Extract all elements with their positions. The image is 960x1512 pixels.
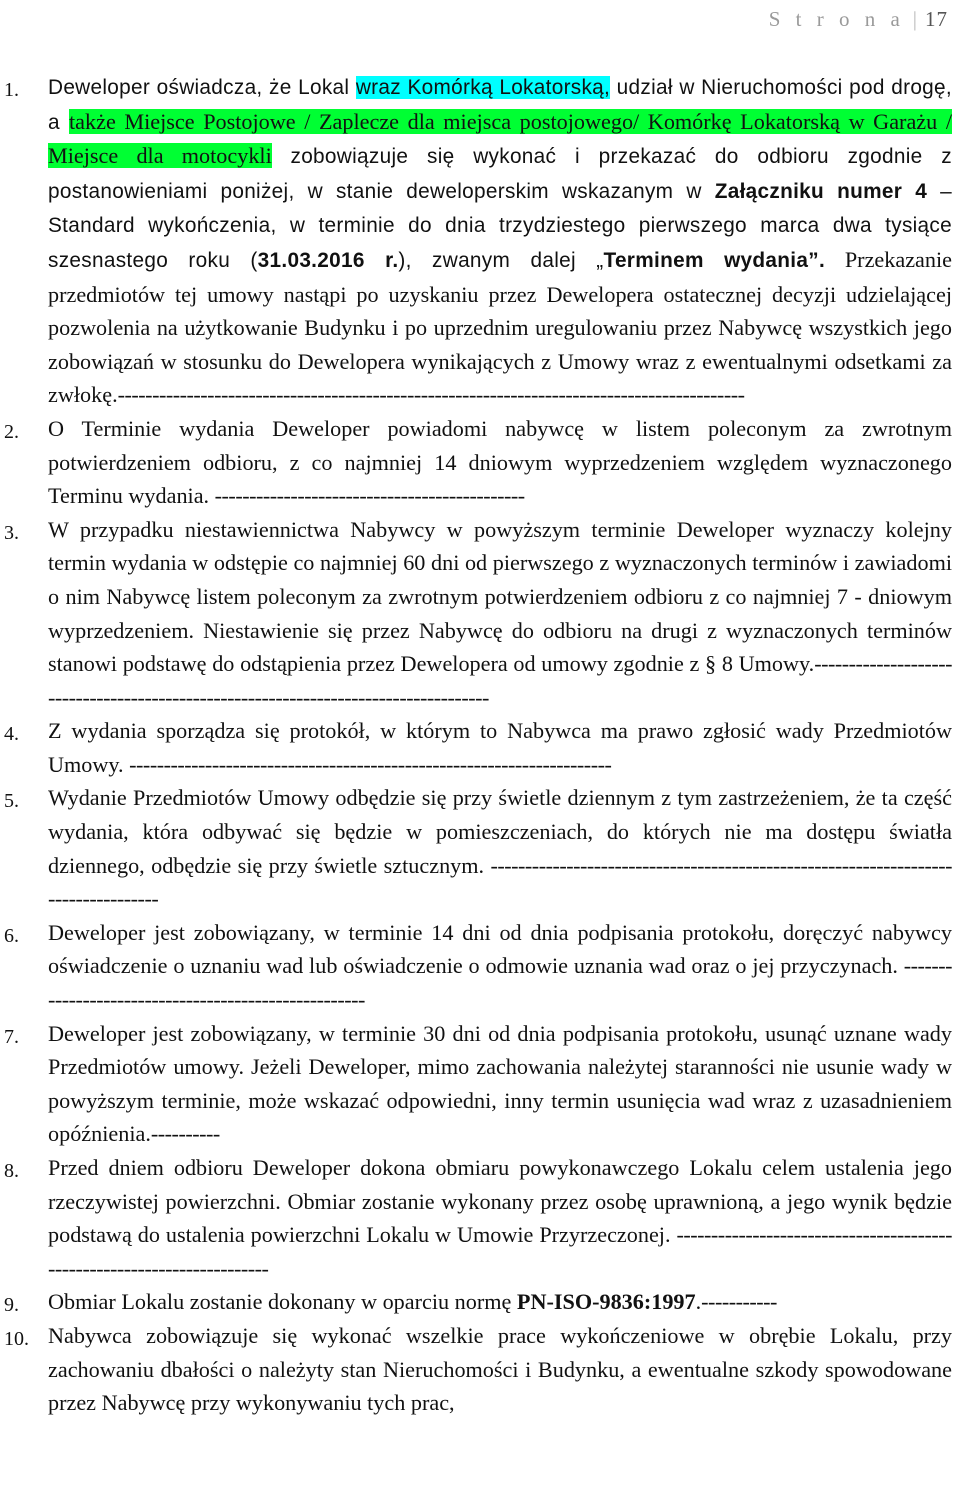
highlight-green: także Miejsce Postojowe / Zaplecze dla miejsca postojowego/ Komórkę Lokatorską w Garażu / Miejsce dla motocykli	[48, 108, 952, 169]
item-1-paragraph-2: Przekazanie przedmiotów tej umowy nastąpi po uzyskaniu przez Dewelopera ostatecznej decyzji udzielającej pozwolenia na użytkowanie Budynku i po uprzednim uregulowaniu przez Nabywcę wszystkich jego zobowiązań w stosunku do Dewelopera wynikających z Umowy wraz z ewentualnymi odsetkami za zwłokę.	[48, 246, 953, 408]
item-number: 4.	[4, 723, 19, 746]
list-item	[0, 1285, 960, 1319]
item-number: 7.	[4, 1025, 19, 1048]
dash-filler: ----------------------------------------------------------------------	[129, 751, 612, 777]
item-1-text-d: – Standard wykończenia, w terminie do dnia trzydziestego pierwszego marca dwa tysiące szesnastego roku (	[48, 179, 952, 272]
dash-filler: ---------------------------------------------	[214, 483, 525, 509]
dash-filler: -----------------------------------------------------	[48, 953, 953, 1013]
item-text: Obmiar Lokalu zostanie dokonany w oparciu normę	[48, 1289, 517, 1315]
item-number: 5.	[4, 790, 19, 813]
item-number: 2.	[4, 420, 19, 443]
item-number: 8.	[4, 1160, 19, 1182]
item-text: Z wydania sporządza się protokół, w którym to Nabywca ma prawo zgłosić wady Przedmiotów Umowy.	[48, 718, 952, 777]
page-header	[769, 0, 948, 38]
dash-filler: ------------------------------------------------------------------------------------	[48, 651, 952, 710]
item-number: 3.	[4, 521, 19, 544]
item-text: Wydanie Przedmiotów Umowy odbędzie się przy świetle dziennym z tym zastrzeżeniem, że ta część wydania, która odbywać się będzie w pomieszczeniach, do których nie ma dostępu światła dziennego, odbędzie się przy świetle sztucznym.	[48, 785, 952, 878]
item-1-text-f: ”.	[808, 248, 826, 272]
list-item	[0, 1151, 960, 1285]
attachment-reference: Załączniku numer 4	[714, 179, 928, 203]
item-text: Deweloper jest zobowiązany, w terminie 30 dni od dnia podpisania protokołu, usunąć uznane wady Przedmiotów umowy. Jeżeli Deweloper, mimo zachowania należytej staranności nie usunie wady w powyższym terminie, może wskazać odpowiedni, inny termin usunięcia wad wraz z uzasadnieniem opóźnienia.	[48, 1020, 952, 1147]
list-item	[0, 513, 960, 715]
item-text: O Terminie wydania Deweloper powiadomi nabywcę w listem poleconym za zwrotnym potwierdzeniem odbioru, z co najmniej 14 dniowym wyprzedzeniem względem wyznaczonego Terminu wydania.	[48, 415, 952, 509]
highlight-cyan: wraz Komórką Lokatorską,	[355, 76, 611, 99]
item-1-text-e: ), zwanym dalej „	[398, 248, 604, 272]
item-number: 6.	[4, 924, 19, 947]
page-separator: |	[912, 7, 917, 31]
item-text: W przypadku niestawiennictwa Nabywcy w powyższym terminie Deweloper wyznaczy kolejny termin wydania w odstępie co najmniej 60 dni od pierwszego z wyznaczonych terminów i zawiadomi o nim Nabywcę listem poleconym za zwrotnym potwierdzeniem odbioru z co najmniej 7 - dniowym wyprzedzeniem. Niestawienie się przez Nabywcę do odbioru na drugi z wyznaczonych terminów stanowi podstawę do odstąpienia przez Dewelopera od umowy zgodnie z § 8 Umowy.	[48, 516, 952, 677]
item-text-end: .	[695, 1289, 702, 1315]
dash-filler: -----------	[701, 1289, 777, 1315]
item-text: Nabywca zobowiązuje się wykonać wszelkie prace wykończeniowe w obrębie Lokalu, przy zachowaniu dbałości o należyty stan Nieruchomości i Budynku, a ewentualne szkody spowodowane przez Nabywcę przy wykonywaniu tych prac,	[48, 1322, 952, 1416]
standard-reference: PN-ISO-9836:1997	[516, 1289, 696, 1315]
list-item	[0, 1319, 960, 1420]
item-number: 10.	[4, 1327, 29, 1350]
item-1-text-c: zobowiązuje się wykonać i przekazać do odbioru zgodnie z postanowieniami poniżej, w stanie deweloperskim wskazanym w	[48, 145, 952, 203]
dash-filler: -----------------------------------------------------------------------------------	[48, 852, 953, 912]
dash-filler: ------------------------------------------------------------------------	[48, 1222, 953, 1281]
item-1-intro: Deweloper oświadcza, że Lokal	[48, 76, 356, 99]
item-text: Deweloper jest zobowiązany, w terminie 14 dni od dnia podpisania protokołu, doręczyć nabywcy oświadczenie o uznaniu wad lub oświadczenie o odmowie uznania wad oraz o jej przyczynach.	[48, 919, 952, 979]
list-item	[0, 781, 960, 915]
dash-filler: -------------------------------------------------------------------------------------------	[117, 382, 745, 408]
list-item	[0, 916, 960, 1017]
dash-filler: ----------	[150, 1121, 220, 1147]
list-item	[0, 70, 960, 412]
list-item	[0, 412, 960, 513]
page-label: S t r o n a	[768, 7, 905, 31]
item-number: 1.	[4, 79, 19, 101]
page-number: 17	[925, 7, 948, 31]
defined-term: Terminem wydania	[603, 248, 809, 272]
document-body	[0, 70, 960, 1420]
item-text: Przed dniem odbioru Deweloper dokona obmiaru powykonawczego Lokalu celem ustalenia jego rzeczywistej powierzchni. Obmiar zostanie wykonany przez osobę uprawnioną, a jego wynik będzie podstawą do ustalenia powierzchni Lokalu w Umowie Przyrzeczonej.	[48, 1155, 952, 1248]
list-item	[0, 1017, 960, 1151]
list-item	[0, 714, 960, 781]
release-date: 31.03.2016 r.	[257, 248, 399, 272]
item-number: 9.	[4, 1294, 19, 1317]
item-1-text-b: udział w Nieruchomości pod drogę, a	[48, 76, 952, 134]
